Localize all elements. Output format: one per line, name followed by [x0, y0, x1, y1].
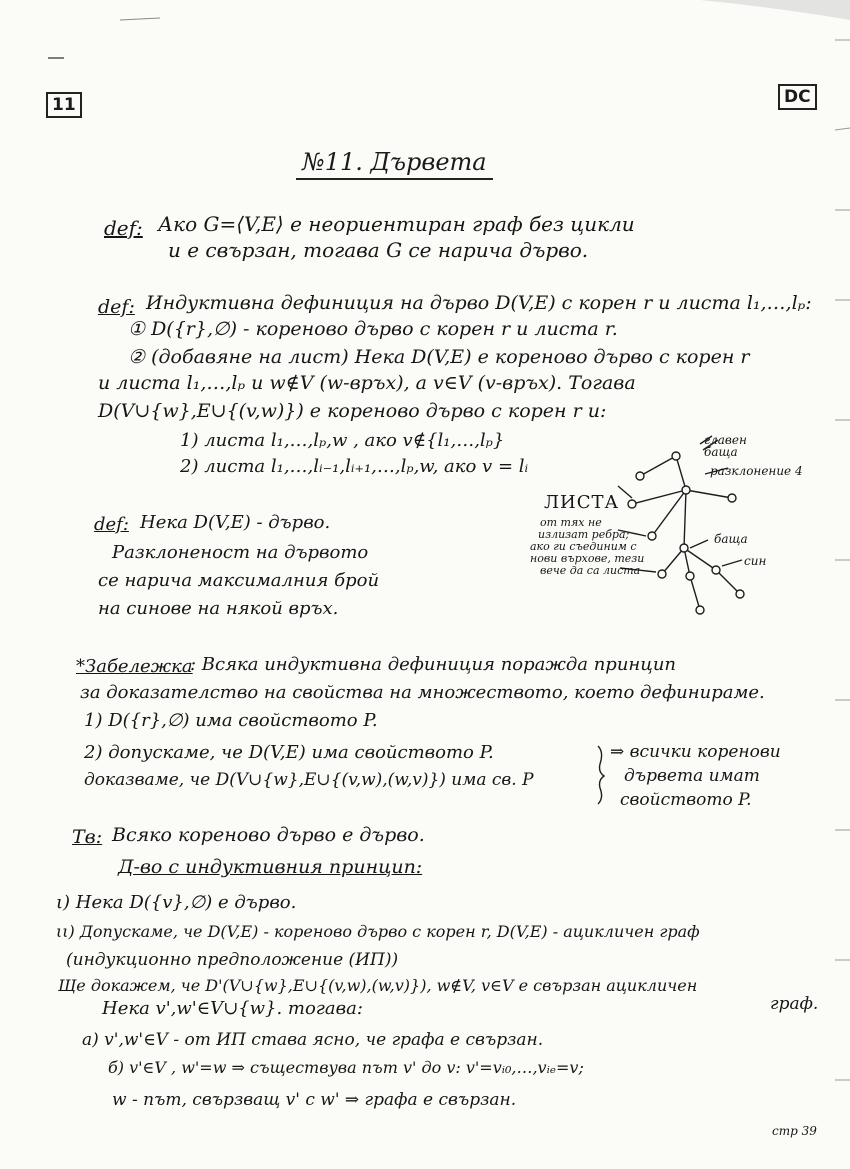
diagram-note-1: от тях не	[540, 516, 602, 529]
corner-number-left: 11	[46, 92, 82, 118]
def3-line4: на синове на някой връх.	[98, 598, 339, 619]
corner-label-right: DC	[778, 84, 817, 110]
theorem-line4: (индукционно предположение (ИП))	[66, 950, 399, 970]
theorem-line5b: граф.	[770, 994, 819, 1014]
diagram-label-son: син	[744, 554, 767, 568]
diagram-note-5: вече да са листа	[540, 564, 641, 577]
theorem-line3: ιι) Допускаме, че D(V,E) - кореново дърво с корен r, D(V,E) - ацикличен граф	[56, 922, 700, 941]
theorem-line2: ι) Нека D({v},∅) е дърво.	[56, 892, 297, 913]
theorem-line6: Нека v',w'∈V∪{w}. тогава:	[102, 998, 363, 1019]
def2-line3: ② (добавяне на лист) Нека D(V,E) е кореново дърво с корен r	[128, 346, 750, 368]
note-tag: *Забележка	[76, 656, 193, 677]
diagram-label-branch: разклонение 4	[710, 464, 803, 478]
def2-line4: и листа l₁,…,lₚ и w∉V (w-връх), а v∈V (v-връх). Тогава	[98, 372, 636, 394]
theorem-line7: а) v',w'∈V - от ИП става ясно, че графа е свързан.	[82, 1030, 544, 1050]
def2-line7: 2) листа l₁,…,lᵢ₋₁,lᵢ₊₁,…,lₚ,w, ако v = lᵢ	[180, 456, 529, 477]
diagram-note-4: нови върхове, тези	[530, 552, 645, 565]
diagram-note-2: излизат ребра;	[538, 528, 630, 541]
theorem-line1: Всяко кореново дърво е дърво.	[112, 824, 425, 846]
note-line1: : Всяка индуктивна дефиниция поражда принцип	[190, 654, 677, 675]
def1-tag: def:	[104, 216, 143, 240]
def2-line2: ① D({r},∅) - кореново дърво с корен r и листа r.	[128, 318, 618, 340]
diagram-label-parent: баща	[714, 532, 748, 546]
def3-line2: Разклоненост на дървото	[112, 542, 369, 563]
def2-tag: def:	[98, 296, 135, 318]
theorem-line5: Ще докажем, че D'(V∪{w},E∪{(v,w),(w,v)}), w∉V, v∈V е свързан ацикличен	[58, 976, 698, 995]
theorem-line9: w - път, свързващ v' с w' ⇒ графа е свързан.	[112, 1090, 517, 1110]
note-line2: за доказателство на свойства на множеството, което дефинираме.	[80, 682, 765, 703]
def3-tag: def:	[94, 514, 129, 535]
def2-line6: 1) листа l₁,…,lₚ,w , ако v∉{l₁,…,lₚ}	[180, 430, 505, 451]
note-line4: 2) допускаме, че D(V,E) има свойството P.	[84, 742, 494, 763]
page-title: №11. Дървета	[296, 148, 493, 180]
def3-line3: се нарича максималния брой	[98, 570, 380, 591]
theorem-line8: б) v'∈V , w'=w ⇒ съществува път v' до v: v'=vᵢ₀,…,vᵢₑ=v;	[108, 1058, 584, 1077]
note-brace-1: ⇒ всички коренови	[610, 742, 781, 762]
page-number: стр 39	[772, 1124, 817, 1138]
theorem-proof-head: Д-во с индуктивния принцип:	[118, 856, 423, 878]
def1-line2: и е свързан, тогава G се нарича дърво.	[168, 238, 589, 262]
def2-line5: D(V∪{w},E∪{(v,w)}) е кореново дърво с корен r и:	[98, 400, 607, 422]
note-line3: 1) D({r},∅) има свойството P.	[84, 710, 378, 731]
def3-line1: Нека D(V,E) - дърво.	[140, 512, 331, 533]
def2-line1: Индуктивна дефиниция на дърво D(V,E) с корен r и листа l₁,…,lₚ:	[146, 292, 812, 314]
diagram-label-father: главен баща	[704, 433, 747, 459]
note-brace-2: дървета имат	[624, 766, 760, 786]
note-line5: доказваме, че D(V∪{w},E∪{(v,w),(w,v)}) има св. P	[84, 770, 534, 790]
note-brace-3: свойството P.	[620, 790, 752, 810]
diagram-note-3: ако ги съединим с	[530, 540, 637, 553]
def1-line1: Ако G=⟨V,E⟩ е неориентиран граф без цикли	[158, 212, 635, 236]
theorem-tag: Тв:	[72, 826, 103, 848]
diagram-label-leaves: ЛИСТА	[544, 492, 620, 513]
